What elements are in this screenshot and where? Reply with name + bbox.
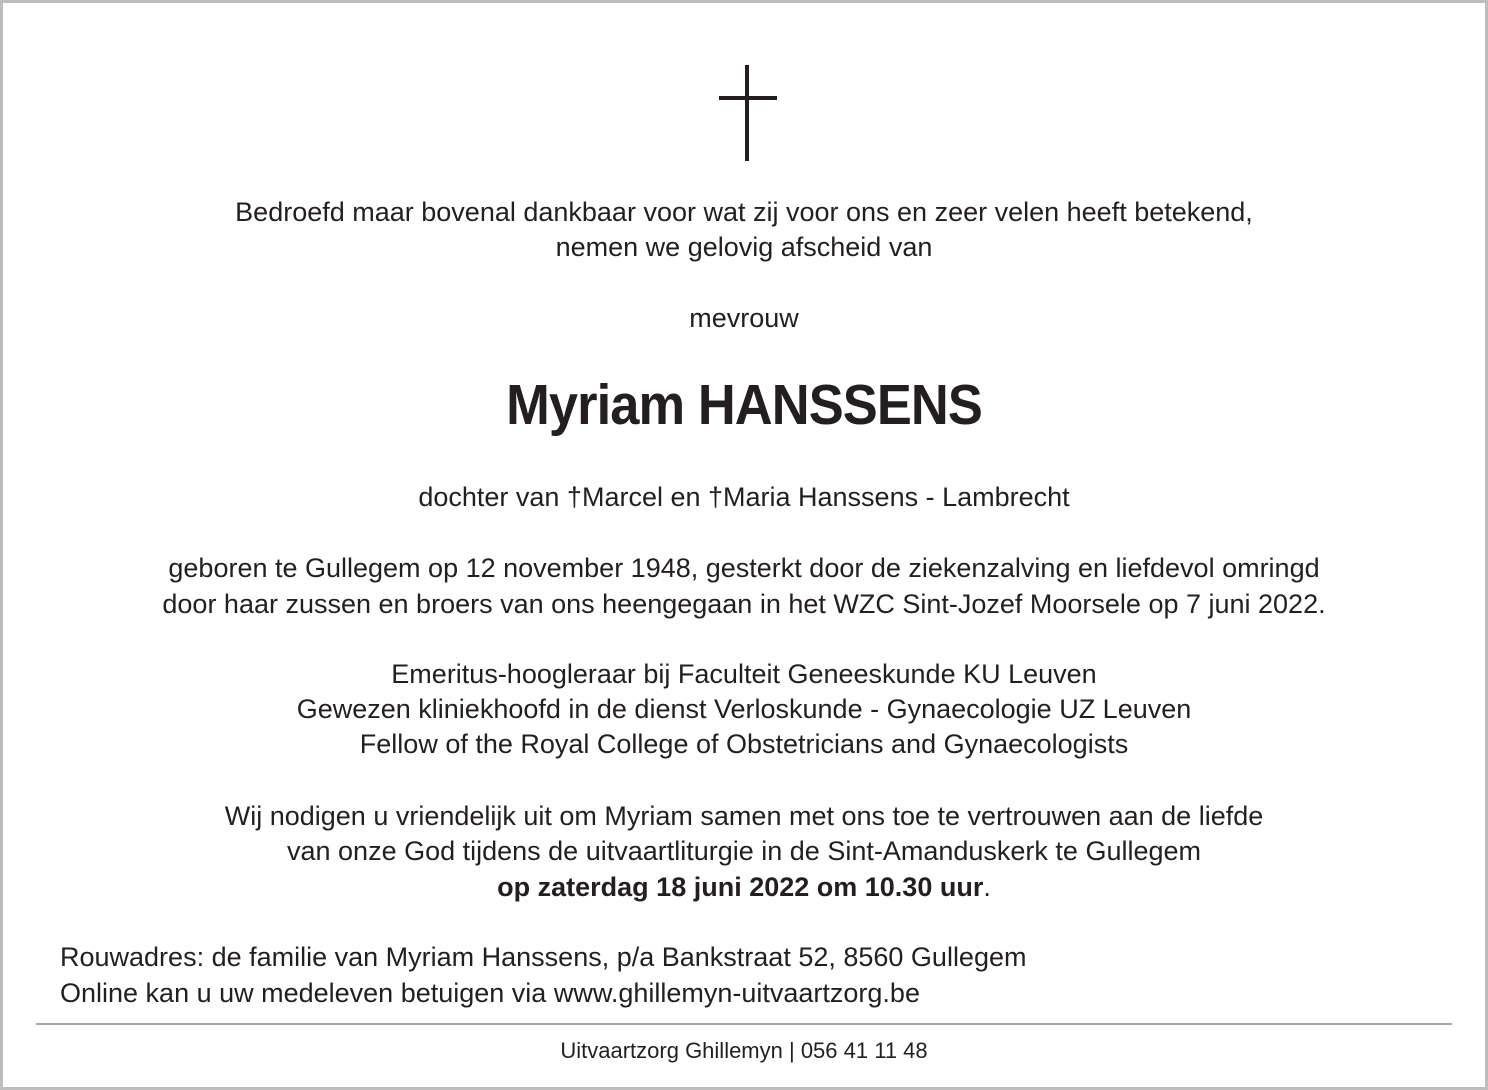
intro-line-1: Bedroefd maar bovenal dankbaar voor wat zij voor ons en zeer velen heeft betekend, [235, 197, 1253, 227]
title-line-1: Emeritus-hoogleraar bij Faculteit Geneeskunde KU Leuven [391, 659, 1097, 689]
title-prefix: mevrouw [689, 303, 799, 333]
invitation-line-2: van onze God tijdens de uitvaartliturgie in de Sint-Amanduskerk te Gullegem [287, 836, 1201, 866]
cross-horizontal-bar [719, 96, 777, 100]
cross-vertical-bar [745, 65, 749, 161]
latin-cross-icon [719, 65, 777, 161]
funeral-date-suffix: . [983, 872, 991, 902]
title-line-3: Fellow of the Royal College of Obstetricians and Gynaecologists [359, 729, 1129, 759]
footer-divider [36, 1023, 1452, 1025]
birth-death-line-2: door haar zussen en broers van ons heengegaan in het WZC Sint-Jozef Moorsele op 7 juni 2022. [162, 589, 1326, 619]
funeral-home-footer: Uitvaartzorg Ghillemyn | 056 41 11 48 [560, 1038, 928, 1063]
deceased-name: Myriam HANSSENS [506, 373, 982, 437]
parents-line: dochter van †Marcel en †Maria Hanssens - Lambrecht [418, 482, 1070, 512]
invitation-line-1: Wij nodigen u vriendelijk uit om Myriam samen met ons toe te vertrouwen aan de liefde [224, 801, 1264, 831]
birth-death-line-1: geboren te Gullegem op 12 november 1948, gesterkt door de ziekenzalving en liefdevol omringd [168, 553, 1320, 583]
title-line-2: Gewezen kliniekhoofd in de dienst Verloskunde - Gynaecologie UZ Leuven [296, 694, 1192, 724]
mourning-address: Rouwadres: de familie van Myriam Hanssens, p/a Bankstraat 52, 8560 Gullegem [60, 942, 1027, 972]
intro-line-2: nemen we gelovig afscheid van [555, 232, 933, 262]
funeral-date-line [3, 869, 1485, 905]
funeral-date: op zaterdag 18 juni 2022 om 10.30 uur [497, 872, 984, 902]
online-condolences: Online kan u uw medeleven betuigen via www.ghillemyn-uitvaartzorg.be [60, 978, 920, 1008]
